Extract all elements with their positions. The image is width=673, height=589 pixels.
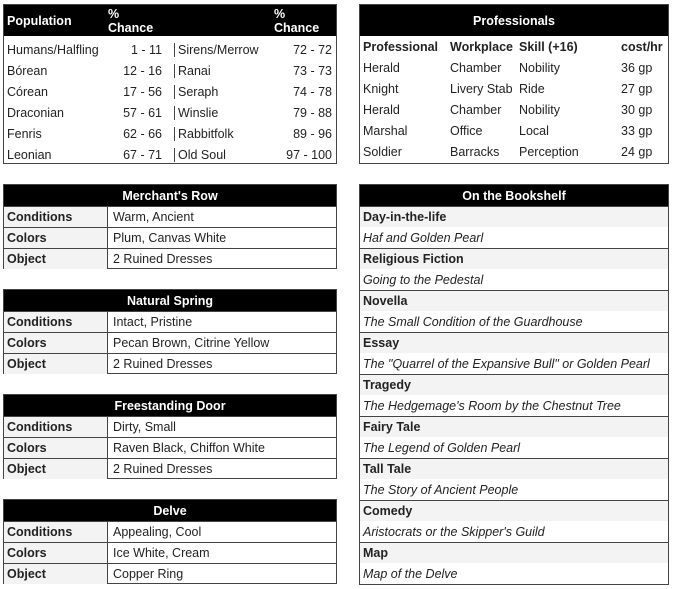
location-title: Merchant's Row (4, 185, 336, 206)
population-range: 79 - 88 (293, 105, 332, 120)
professional-cell: Nobility (519, 102, 560, 117)
professional-cell: Ride (519, 81, 545, 96)
population-range: 89 - 96 (293, 126, 332, 141)
book-title: Map of the Delve (363, 566, 458, 581)
population-row (4, 123, 336, 144)
professional-cell: 24 gp (621, 144, 653, 159)
book-title: Aristocrats or the Skipper's Guild (363, 524, 545, 539)
professionals-column-header: Workplace (450, 39, 513, 54)
location-field-value: Intact, Pristine (113, 315, 193, 329)
population-column-header: Population (7, 13, 72, 28)
population-name: Fenris (7, 126, 42, 141)
location-field-label: Colors (4, 438, 108, 458)
professional-cell: 27 gp (621, 81, 653, 96)
professionals-column-header: Professional (363, 39, 439, 54)
location-field-label: Object (4, 564, 108, 584)
book-title: Going to the Pedestal (363, 272, 484, 287)
book-genre: Novella (360, 290, 668, 311)
location-row (4, 521, 336, 542)
professional-cell: Perception (519, 144, 579, 159)
book-genre: Essay (360, 332, 668, 353)
location-row (4, 437, 336, 458)
population-range: 12 - 16 (123, 63, 162, 78)
population-range: 72 - 72 (293, 42, 332, 57)
location-field-label: Object (4, 459, 108, 479)
professional-cell: 36 gp (621, 60, 653, 75)
population-name: Bórean (7, 63, 48, 78)
professionals-column-header: cost/hr (621, 39, 663, 54)
location-field-label: Colors (4, 333, 108, 353)
professional-cell: 30 gp (621, 102, 653, 117)
population-range: 62 - 66 (123, 126, 162, 141)
professional-cell: 33 gp (621, 123, 653, 138)
location-field-value: Dirty, Small (113, 420, 176, 434)
location-row (4, 563, 336, 584)
location-row (4, 458, 336, 479)
location-field-label: Colors (4, 228, 108, 248)
location-field-value: Ice White, Cream (113, 546, 210, 560)
location-field-label: Object (4, 249, 108, 269)
location-field-label: Conditions (4, 312, 108, 332)
location-field-label: Colors (4, 543, 108, 563)
population-name: Draconian (7, 105, 64, 120)
location-row (4, 416, 336, 437)
location-field-label: Conditions (4, 522, 108, 542)
book-title: The Legend of Golden Pearl (363, 440, 521, 455)
location-field-label: Conditions (4, 417, 108, 437)
professional-cell: Nobility (519, 60, 560, 75)
professional-cell: Chamber (450, 102, 502, 117)
population-range: 67 - 71 (123, 147, 162, 162)
professional-row (360, 99, 668, 120)
professionals-table (359, 4, 669, 164)
location-row (4, 311, 336, 332)
population-name: Winslie (174, 106, 269, 120)
location-row (4, 206, 336, 227)
location-field-value: Pecan Brown, Citrine Yellow (113, 336, 270, 350)
location-field-value: 2 Ruined Dresses (113, 252, 213, 266)
population-row (4, 102, 336, 123)
location-row (4, 542, 336, 563)
book-genre: Comedy (360, 500, 668, 521)
book-title: The Story of Ancient People (363, 482, 519, 497)
population-range: 73 - 73 (293, 63, 332, 78)
population-name: Córean (7, 84, 48, 99)
professional-cell: Herald (363, 102, 400, 117)
population-range: 97 - 100 (286, 147, 332, 162)
bookshelf-body (360, 206, 668, 584)
population-row (4, 144, 336, 165)
professional-row (360, 120, 668, 141)
location-title: Natural Spring (4, 290, 336, 311)
location-field-value: Plum, Canvas White (113, 231, 227, 245)
professional-cell: Barracks (450, 144, 500, 159)
location-table (3, 499, 337, 584)
professional-row (360, 57, 668, 78)
book-genre: Religious Fiction (360, 248, 668, 269)
book-genre: Map (360, 542, 668, 563)
book-genre: Fairy Tale (360, 416, 668, 437)
population-name: Ranai (174, 64, 269, 78)
location-field-value: Copper Ring (113, 567, 184, 581)
location-table (3, 394, 337, 479)
bookshelf-title: On the Bookshelf (360, 185, 668, 206)
professional-cell: Soldier (363, 144, 402, 159)
professional-cell: Office (450, 123, 483, 138)
professional-cell: Local (519, 123, 549, 138)
professional-cell: Knight (363, 81, 399, 96)
population-range: 74 - 78 (293, 84, 332, 99)
professionals-column-headers (360, 36, 668, 57)
population-name: Seraph (174, 85, 269, 99)
bookshelf-table (359, 184, 669, 585)
population-name: Humans/Halfling (7, 42, 99, 57)
location-title: Delve (4, 500, 336, 521)
population-range: 1 - 11 (130, 42, 162, 57)
population-row (4, 39, 336, 60)
professionals-column-header: Skill (+16) (519, 39, 578, 54)
population-header (4, 5, 336, 36)
professional-cell: Livery Stab (450, 81, 513, 96)
location-field-value: 2 Ruined Dresses (113, 357, 213, 371)
population-range: 17 - 56 (123, 84, 162, 99)
location-title: Freestanding Door (4, 395, 336, 416)
book-genre: Tall Tale (360, 458, 668, 479)
professional-cell: Marshal (363, 123, 408, 138)
population-name: Rabbitfolk (174, 127, 269, 141)
population-body (4, 36, 336, 165)
location-row (4, 248, 336, 269)
location-field-value: 2 Ruined Dresses (113, 462, 213, 476)
location-field-value: Raven Black, Chiffon White (113, 441, 265, 455)
professional-cell: Herald (363, 60, 400, 75)
location-table (3, 184, 337, 269)
book-title: Haf and Golden Pearl (363, 230, 484, 245)
location-row (4, 227, 336, 248)
location-table (3, 289, 337, 374)
book-genre: Tragedy (360, 374, 668, 395)
professional-row (360, 78, 668, 99)
location-row (4, 353, 336, 374)
professional-row (360, 141, 668, 162)
location-field-value: Appealing, Cool (113, 525, 202, 539)
book-title: The Small Condition of the Guardhouse (363, 314, 583, 329)
population-row (4, 81, 336, 102)
chance-column-header-2: % Chance (274, 6, 320, 35)
location-field-label: Conditions (4, 207, 108, 227)
book-title: The "Quarrel of the Expansive Bull" or Golden Pearl (363, 356, 650, 371)
location-field-label: Object (4, 354, 108, 374)
population-name: Sirens/Merrow (174, 43, 269, 57)
book-title: The Hedgemage's Room by the Chestnut Tree (363, 398, 621, 413)
location-field-value: Warm, Ancient (113, 210, 194, 224)
location-row (4, 332, 336, 353)
population-name: Leonian (7, 147, 52, 162)
population-table (3, 4, 337, 164)
professionals-body (360, 57, 668, 162)
book-genre: Day-in-the-life (360, 206, 668, 227)
population-name: Old Soul (174, 148, 269, 162)
chance-column-header: % Chance (108, 6, 154, 35)
professionals-title: Professionals (360, 5, 668, 36)
professional-cell: Chamber (450, 60, 502, 75)
population-row (4, 60, 336, 81)
population-range: 57 - 61 (123, 105, 162, 120)
